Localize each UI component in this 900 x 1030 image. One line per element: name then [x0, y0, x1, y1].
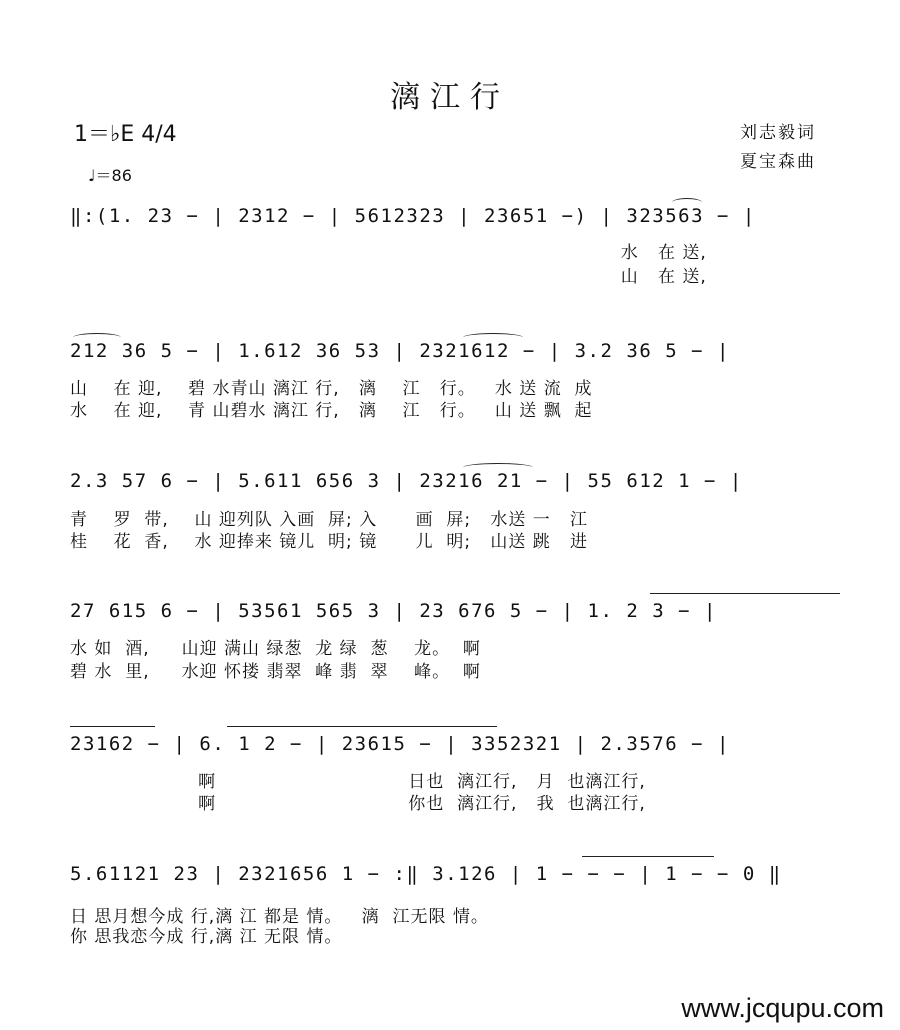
notation-line-3: 2.3 57 6 − | 5.611 656 3 | 23216 21 − | 55 612 1 − |	[70, 470, 743, 492]
slur-mark	[463, 333, 523, 342]
lyric-line-6b: 你 思我恋今成 行,漓 江 无限 情。	[70, 927, 343, 947]
notation-line-2: 212 36 5 − | 1.612 36 53 | 2321612 − | 3.2 36 5 − |	[70, 340, 730, 362]
composer-credit: 夏宝森曲	[740, 152, 816, 172]
lyric-line-4a: 水 如 酒, 山迎 满山 绿葱 龙 绿 葱 龙。 啊	[70, 639, 481, 659]
lyric-line-5a: 啊 日也 漓江行, 月 也漓江行,	[70, 772, 646, 792]
notation-line-6: 5.61121 23 | 2321656 1 − :‖ 3.126 | 1 − − − | 1 − − 0 ‖	[70, 863, 782, 885]
lyric-line-3b: 桂 花 香, 水 迎捧来 镜儿 明; 镜 儿 明; 山送 跳 进	[70, 532, 588, 552]
notation-line-1: ‖:(1. 23 − | 2312 − | 5612323 | 23651 −) | 323563 − |	[70, 205, 756, 227]
lyric-line-3a: 青 罗 带, 山 迎列队 入画 屏; 入 画 屏; 水送 一 江	[70, 510, 588, 530]
lyricist-credit: 刘志毅词	[740, 123, 816, 143]
notation-line-5: 23162 − | 6. 1 2 − | 23615 − | 3352321 | 2.3576 − |	[70, 733, 730, 755]
lyric-line-5b: 啊 你也 漓江行, 我 也漓江行,	[70, 794, 646, 814]
slur-mark	[463, 463, 533, 472]
tempo-mark: ♩＝86	[88, 166, 132, 185]
notation-line-4: 27 615 6 − | 53561 565 3 | 23 676 5 − | 1. 2 3 − |	[70, 600, 717, 622]
tie-line	[650, 593, 840, 602]
lyric-line-1b: 山 在 送,	[70, 267, 707, 287]
slur-mark	[672, 198, 702, 207]
lyric-line-2a: 山 在 迎, 碧 水青山 漓江 行, 漓 江 行。 水 送 流 成	[70, 379, 593, 399]
tie-line	[582, 856, 714, 865]
lyric-line-4b: 碧 水 里, 水迎 怀搂 翡翠 峰 翡 翠 峰。 啊	[70, 662, 481, 682]
tie-line	[70, 726, 155, 735]
key-signature: 1＝♭E 4/4	[74, 122, 177, 147]
lyric-line-2b: 水 在 迎, 青 山碧水 漓江 行, 漓 江 行。 山 送 飘 起	[70, 401, 593, 421]
song-title: 漓江行	[390, 80, 510, 115]
lyric-line-6a: 日 思月想今成 行,漓 江 都是 情。 漓 江无限 情。	[70, 907, 489, 927]
lyric-line-1a: 水 在 送,	[70, 243, 707, 263]
site-watermark: www.jcqupu.com	[681, 993, 884, 1023]
tie-line	[227, 726, 497, 735]
slur-mark	[73, 333, 121, 342]
